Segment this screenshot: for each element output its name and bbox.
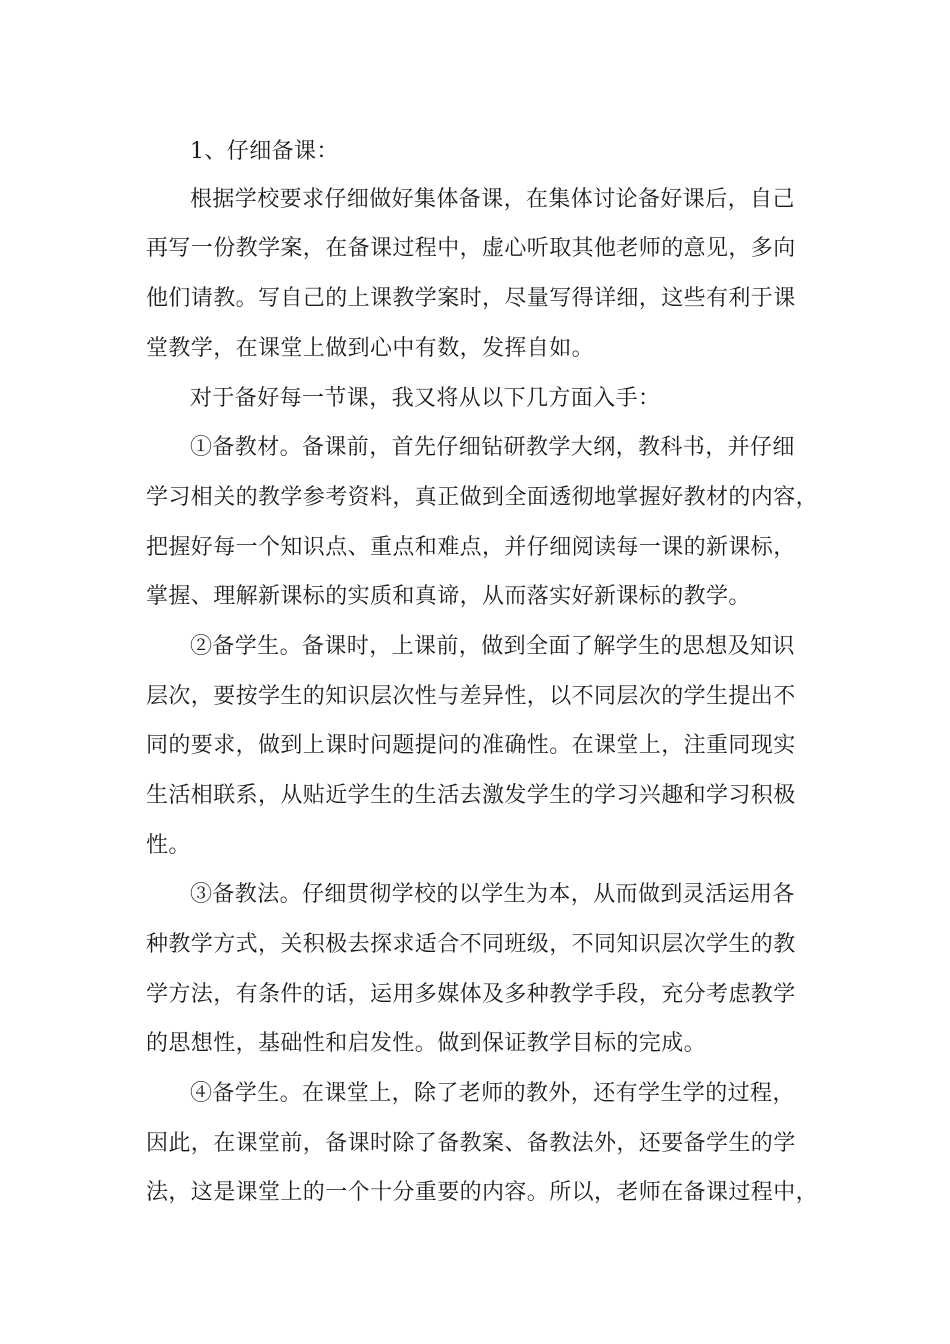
paragraph-line: 因此，在课堂前，备课时除了备教案、备教法外，还要备学生的学 [146,1131,796,1156]
paragraph-line: 再写一份教学案，在备课过程中，虚心听取其他老师的意见，多向 [146,236,796,261]
paragraph-line: 掌握、理解新课标的实质和真谛，从而落实好新课标的教学。 [146,584,751,609]
paragraph-line: 的思想性，基础性和启发性。做到保证教学目标的完成。 [146,1031,707,1056]
paragraph-line: 学方法，有条件的话，运用多媒体及多种教学手段，充分考虑教学 [146,982,796,1007]
paragraph-line: 堂教学，在课堂上做到心中有数，发挥自如。 [146,336,595,361]
paragraph-line: 学习相关的教学参考资料，真正做到全面透彻地掌握好教材的内容， [146,485,819,510]
paragraph-line: 同的要求，做到上课时问题提问的准确性。在课堂上，注重同现实 [146,733,796,758]
paragraph-line: ③备教法。仔细贯彻学校的以学生为本，从而做到灵活运用各 [190,882,795,907]
paragraph-line: 把握好每一个知识点、重点和难点，并仔细阅读每一课的新课标， [146,535,796,560]
paragraph-line: 他们请教。写自己的上课教学案时，尽量写得详细，这些有利于课 [146,286,796,311]
paragraph-line: 法，这是课堂上的一个十分重要的内容。所以，老师在备课过程中， [146,1180,819,1205]
paragraph-line: 层次，要按学生的知识层次性与差异性，以不同层次的学生提出不 [146,684,796,709]
paragraph-line: 种教学方式，关积极去探求适合不同班级，不同知识层次学生的教 [146,932,796,957]
paragraph-line: 根据学校要求仔细做好集体备课，在集体讨论备好课后，自己 [190,187,795,212]
paragraph-line: 生活相联系，从贴近学生的生活去激发学生的学习兴趣和学习积极 [146,783,796,808]
paragraph-line: 性。 [146,833,191,858]
section-heading: 1、仔细备课： [190,139,339,164]
paragraph-line: ①备教材。备课前，首先仔细钻研教学大纲，教科书，并仔细 [190,435,795,460]
paragraph-line: 对于备好每一节课，我又将从以下几方面入手： [190,386,661,411]
paragraph-line: ②备学生。备课时，上课前，做到全面了解学生的思想及知识 [190,634,795,659]
paragraph-line: ④备学生。在课堂上，除了老师的教外，还有学生学的过程， [190,1081,795,1106]
